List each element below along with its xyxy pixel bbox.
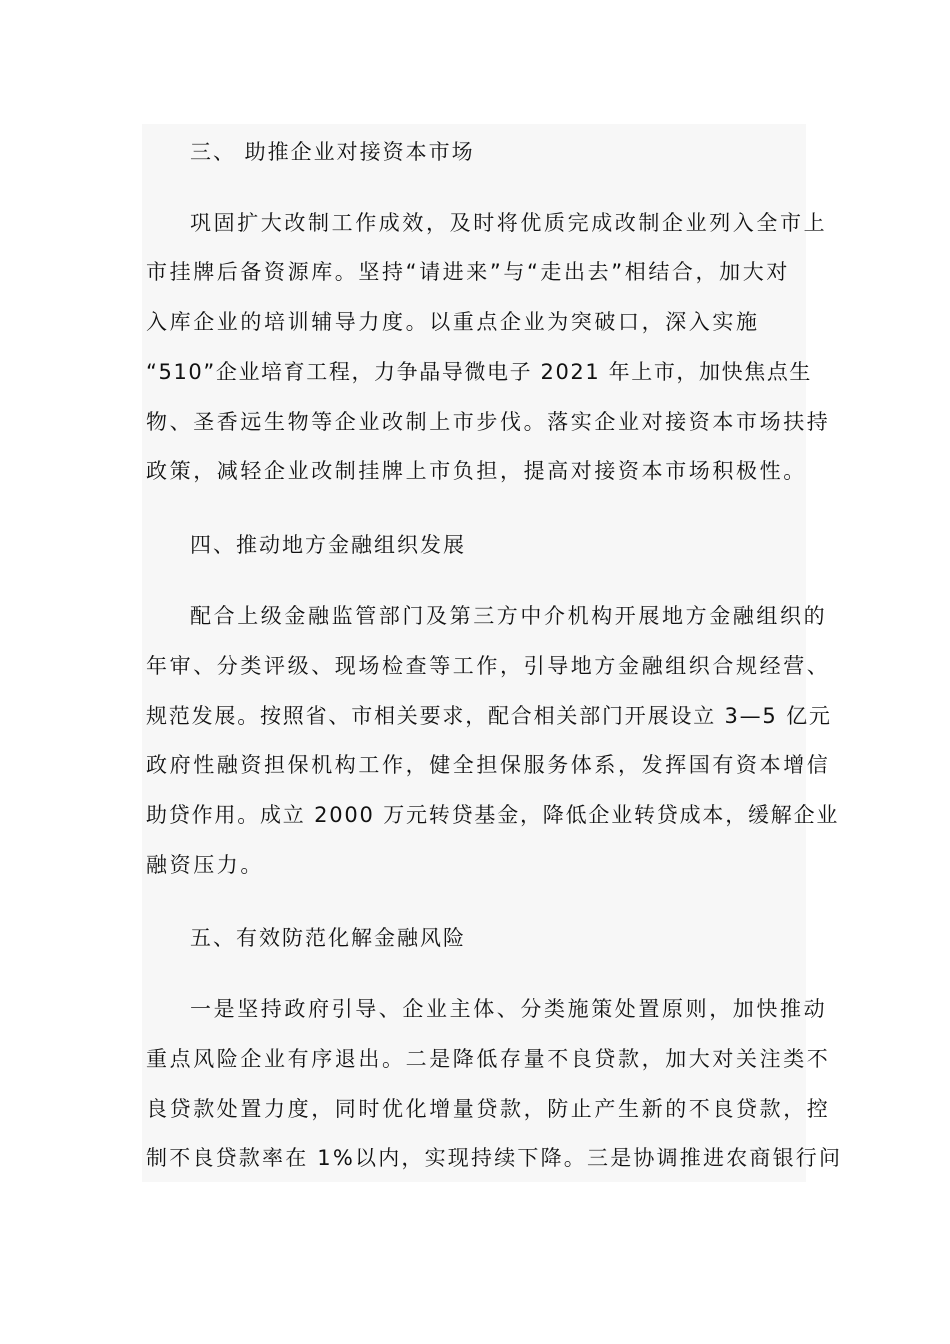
paragraph-line: 巩固扩大改制工作成效，及时将优质完成改制企业列入全市上 xyxy=(190,211,828,235)
paragraph-line: 市挂牌后备资源库。坚持“请进来”与“走出去”相结合，加大对 xyxy=(146,260,790,284)
section-heading: 五、有效防范化解金融风险 xyxy=(190,926,466,950)
paragraph-line: “510”企业培育工程，力争晶导微电子 2021 年上市，加快焦点生 xyxy=(146,360,813,384)
paragraph-line: 物、圣香远生物等企业改制上市步伐。落实企业对接资本市场扶持 xyxy=(146,410,831,434)
paragraph-line: 制不良贷款率在 1%以内，实现持续下降。三是协调推进农商银行问 xyxy=(146,1146,843,1170)
paragraph-line: 政府性融资担保机构工作，健全担保服务体系，发挥国有资本增信 xyxy=(146,753,831,777)
paragraph-line: 入库企业的培训辅导力度。以重点企业为突破口，深入实施 xyxy=(146,310,760,334)
paragraph-line: 规范发展。按照省、市相关要求，配合相关部门开展设立 3—5 亿元 xyxy=(146,704,832,728)
paragraph-line: 融资压力。 xyxy=(146,853,264,877)
paragraph-line: 政策，减轻企业改制挂牌上市负担，提高对接资本市场积极性。 xyxy=(146,459,807,483)
section-heading: 四、推动地方金融组织发展 xyxy=(190,533,466,557)
paragraph-line: 一是坚持政府引导、企业主体、分类施策处置原则，加快推动 xyxy=(190,997,828,1021)
paragraph-line: 良贷款处置力度，同时优化增量贷款，防止产生新的不良贷款，控 xyxy=(146,1097,831,1121)
paragraph-line: 助贷作用。成立 2000 万元转贷基金，降低企业转贷成本，缓解企业 xyxy=(146,803,840,827)
paragraph-line: 年审、分类评级、现场检查等工作，引导地方金融组织合规经营、 xyxy=(146,654,831,678)
paragraph-line: 重点风险企业有序退出。二是降低存量不良贷款，加大对关注类不 xyxy=(146,1047,831,1071)
paragraph-line: 配合上级金融监管部门及第三方中介机构开展地方金融组织的 xyxy=(190,604,828,628)
section-heading: 三、 助推企业对接资本市场 xyxy=(190,140,475,164)
